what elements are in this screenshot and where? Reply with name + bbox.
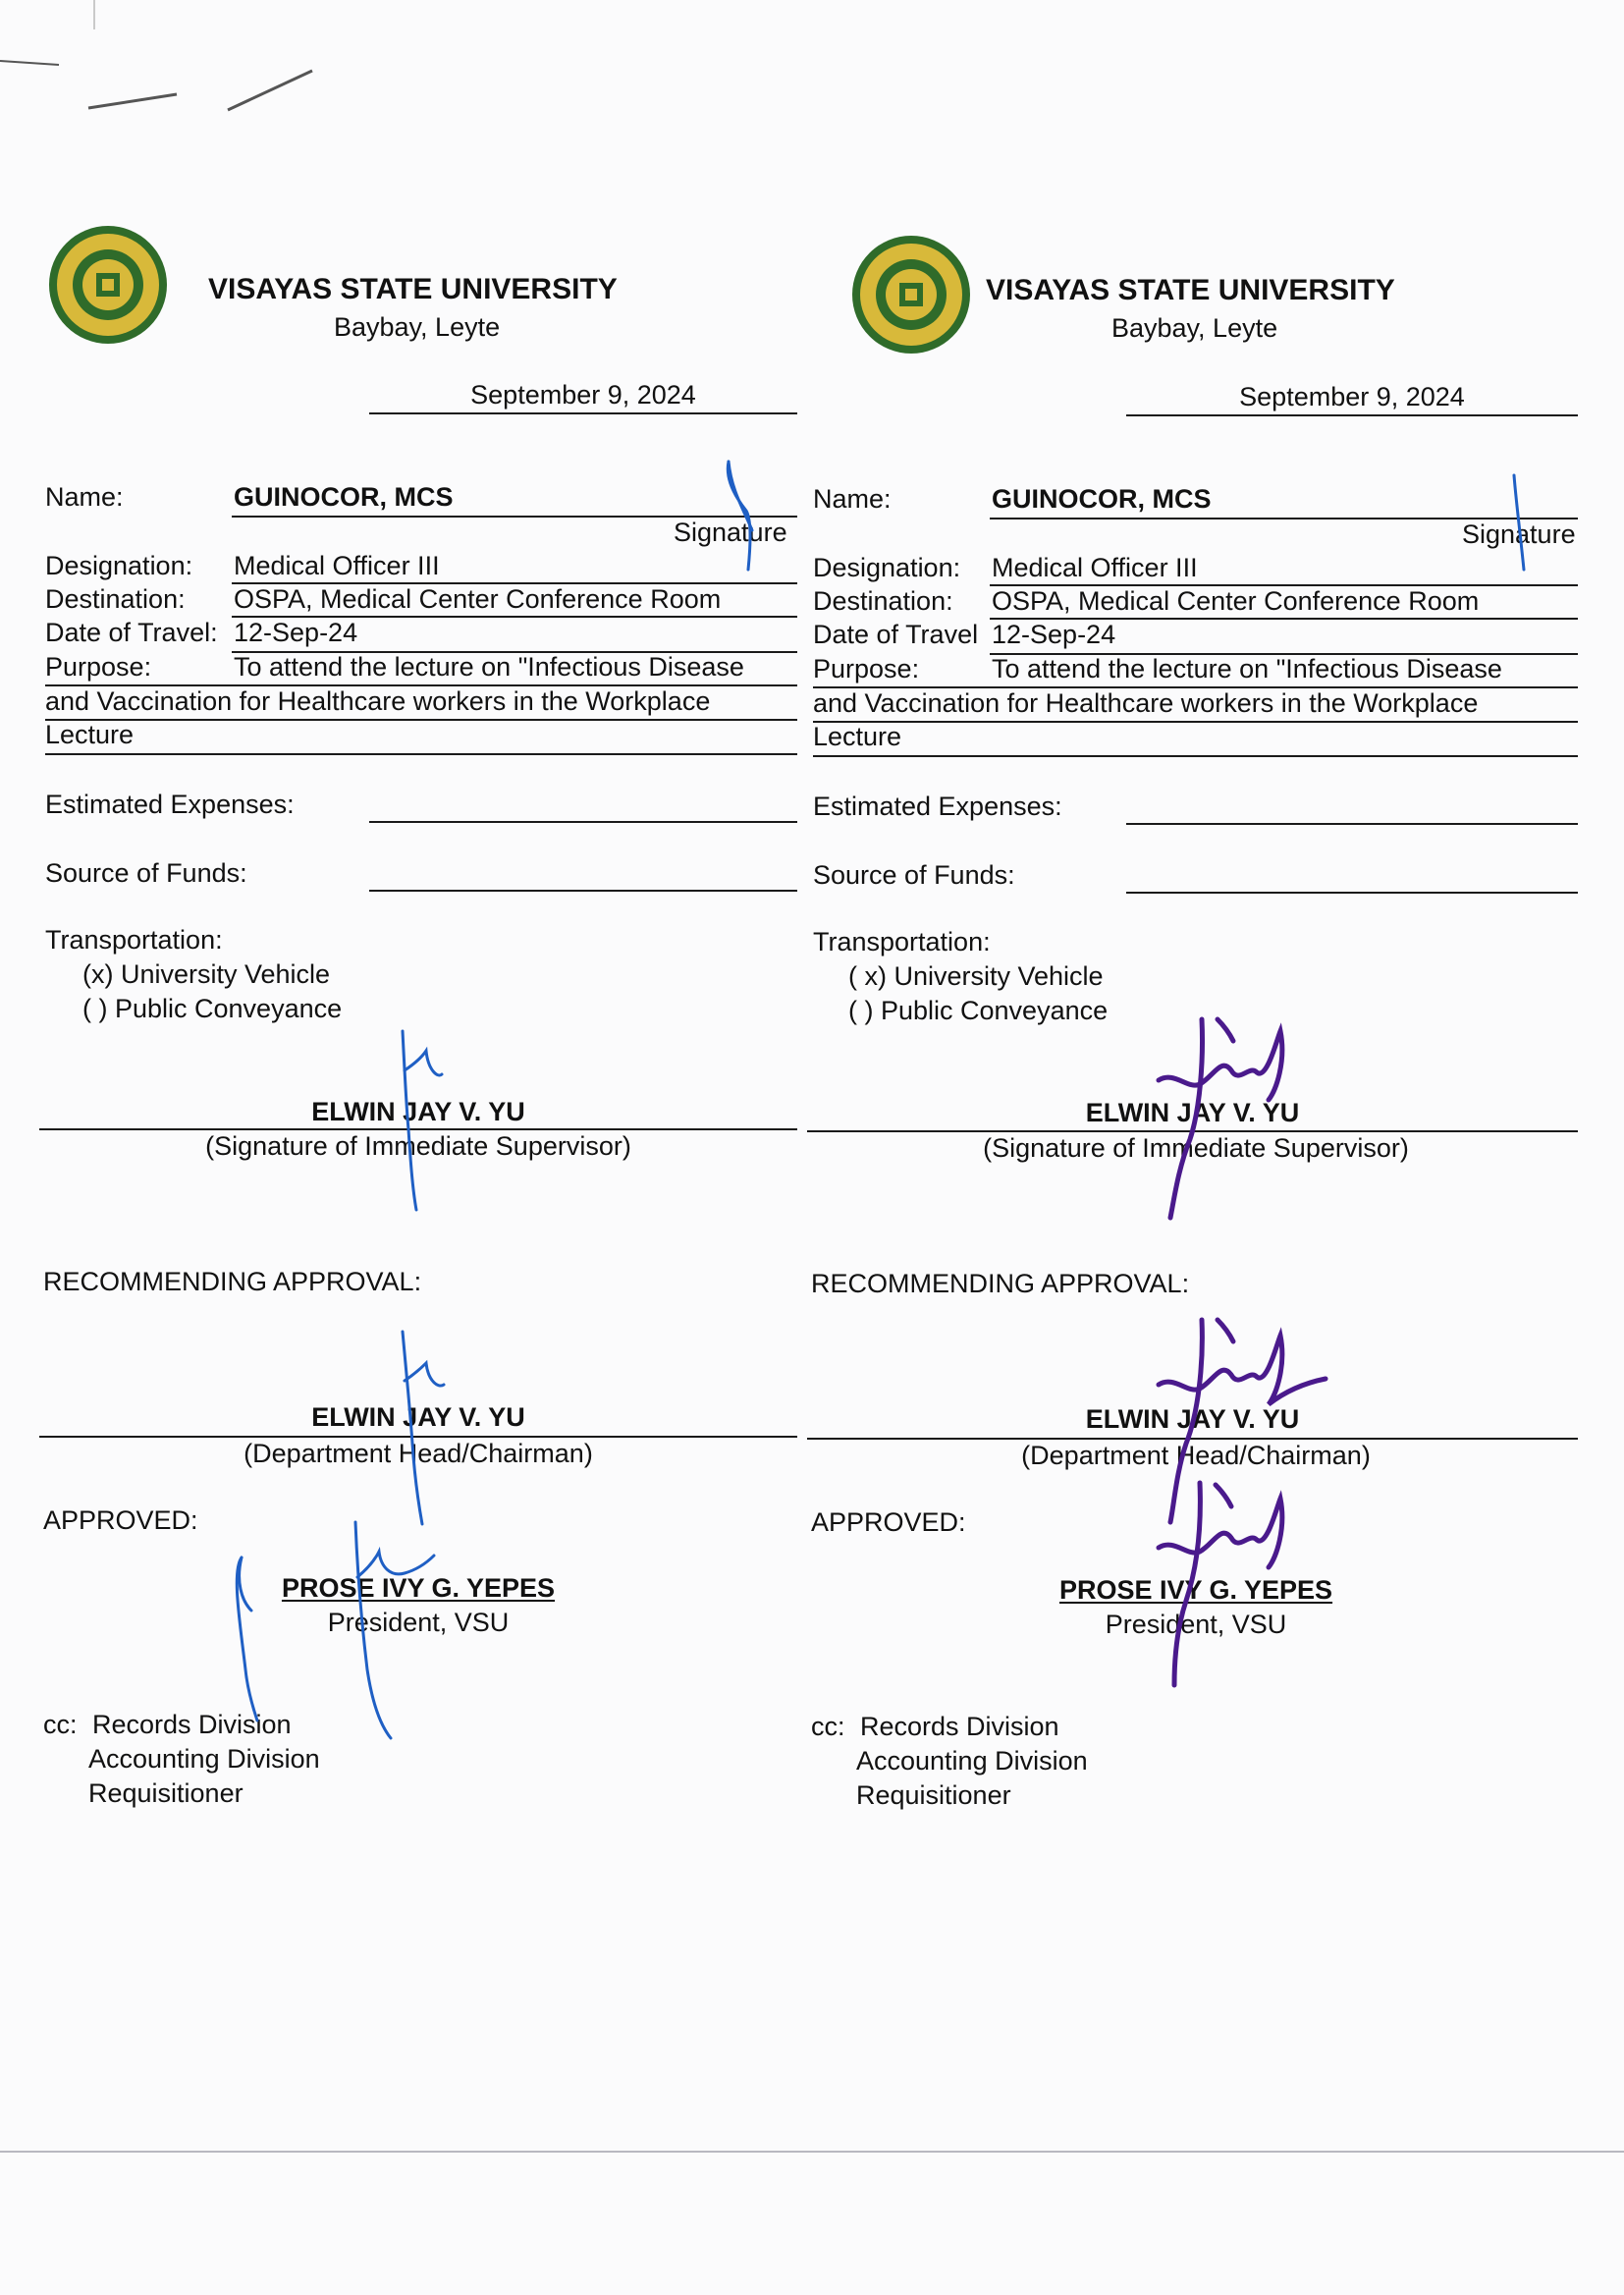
approved-label: APPROVED: [43, 1505, 198, 1535]
destination-value: OSPA, Medical Center Conference Room [234, 584, 722, 614]
department-head-title: (Department Head/Chairman) [244, 1439, 593, 1468]
estimated-expenses-label: Estimated Expenses: [813, 792, 1062, 821]
designation-label: Designation: [45, 551, 193, 580]
destination-label: Destination: [45, 584, 186, 614]
travel-form-right [768, 0, 1580, 2295]
cc-records-division: Records Division [92, 1710, 292, 1739]
recommending-approval-label: RECOMMENDING APPROVAL: [811, 1269, 1190, 1298]
department-head-name: ELWIN JAY V. YU [311, 1402, 525, 1432]
supervisor-title: (Signature of Immediate Supervisor) [205, 1131, 631, 1161]
transportation-label: Transportation: [45, 925, 223, 955]
cc-requisitioner: Requisitioner [88, 1778, 244, 1808]
purpose-line-1: To attend the lecture on "Infectious Disease [992, 654, 1502, 683]
university-location: Baybay, Leyte [334, 312, 501, 342]
designation-value: Medical Officer III [992, 553, 1198, 582]
source-of-funds-label: Source of Funds: [45, 858, 247, 888]
source-of-funds-label: Source of Funds: [813, 860, 1015, 890]
president-title: President, VSU [1105, 1610, 1287, 1639]
purpose-label: Purpose: [813, 654, 920, 683]
cc-accounting-division: Accounting Division [856, 1746, 1088, 1776]
transport-public-conveyance: ( ) Public Conveyance [848, 996, 1109, 1025]
date-of-travel-value: 12-Sep-24 [992, 620, 1116, 649]
university-name: VISAYAS STATE UNIVERSITY [986, 274, 1395, 306]
transport-university-vehicle: (x) University Vehicle [82, 959, 331, 989]
purpose-line-2: and Vaccination for Healthcare workers in the Workplace [813, 688, 1479, 718]
cc-label: cc: [811, 1712, 845, 1741]
cc-accounting-division: Accounting Division [88, 1744, 320, 1774]
purpose-line-3: Lecture [813, 722, 902, 751]
university-seal-icon [850, 234, 972, 355]
designation-label: Designation: [813, 553, 961, 582]
supervisor-name: ELWIN JAY V. YU [311, 1097, 525, 1126]
cc-records-division: Records Division [860, 1712, 1059, 1741]
form-date: September 9, 2024 [1239, 382, 1465, 411]
date-of-travel-label: Date of Travel: [45, 618, 218, 647]
name-value: GUINOCOR, MCS [992, 484, 1212, 514]
cc-label: cc: [43, 1710, 78, 1739]
transportation-label: Transportation: [813, 927, 991, 956]
supervisor-name: ELWIN JAY V. YU [1085, 1098, 1300, 1127]
university-seal-icon [47, 224, 169, 346]
president-title: President, VSU [327, 1608, 510, 1637]
approved-label: APPROVED: [811, 1507, 966, 1537]
department-head-name: ELWIN JAY V. YU [1085, 1404, 1300, 1434]
date-of-travel-value: 12-Sep-24 [234, 618, 358, 647]
recommending-approval-label: RECOMMENDING APPROVAL: [43, 1267, 422, 1296]
name-value: GUINOCOR, MCS [234, 482, 454, 512]
president-name: PROSE IVY G. YEPES [281, 1573, 556, 1603]
date-of-travel-label: Date of Travel [813, 620, 979, 649]
university-location: Baybay, Leyte [1111, 313, 1278, 343]
name-label: Name: [45, 482, 124, 512]
transport-university-vehicle: ( x) University Vehicle [848, 961, 1104, 991]
destination-value: OSPA, Medical Center Conference Room [992, 586, 1480, 616]
purpose-line-3: Lecture [45, 720, 135, 749]
signature-label: Signature [1462, 519, 1576, 549]
estimated-expenses-label: Estimated Expenses: [45, 790, 295, 819]
name-label: Name: [813, 484, 892, 514]
purpose-label: Purpose: [45, 652, 152, 682]
scan-edge-line [0, 2151, 1624, 2153]
department-head-title: (Department Head/Chairman) [1021, 1441, 1371, 1470]
transport-public-conveyance: ( ) Public Conveyance [82, 994, 343, 1023]
designation-value: Medical Officer III [234, 551, 440, 580]
form-date: September 9, 2024 [470, 380, 696, 410]
university-name: VISAYAS STATE UNIVERSITY [208, 273, 618, 305]
supervisor-title: (Signature of Immediate Supervisor) [983, 1133, 1409, 1163]
purpose-line-1: To attend the lecture on "Infectious Disease [234, 652, 744, 682]
president-name: PROSE IVY G. YEPES [1058, 1575, 1333, 1605]
purpose-line-2: and Vaccination for Healthcare workers in the Workplace [45, 686, 711, 716]
signature-label: Signature [674, 518, 787, 547]
cc-requisitioner: Requisitioner [856, 1780, 1011, 1810]
destination-label: Destination: [813, 586, 953, 616]
